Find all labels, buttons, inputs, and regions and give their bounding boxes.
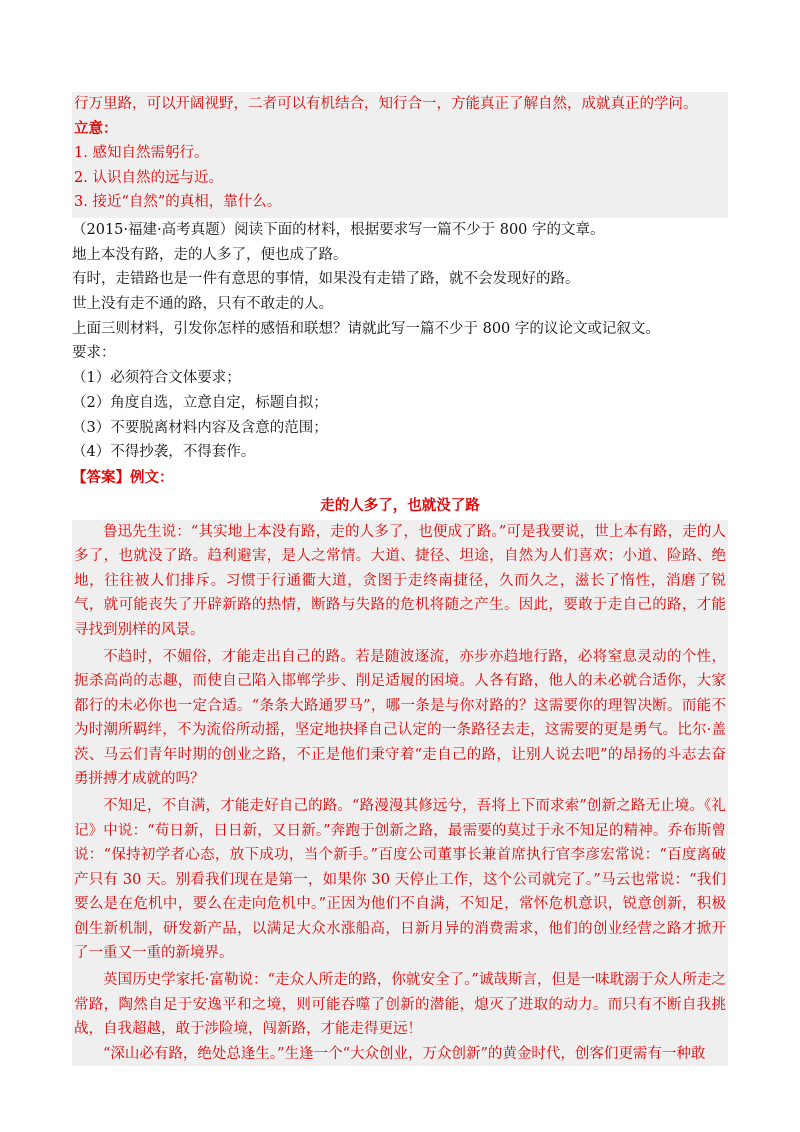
question-line: （2015·福建·高考真题）阅读下面的材料，根据要求写一篇不少于 800 字的文章。 [72, 221, 605, 238]
essay-title: 走的人多了，也就没了路 [320, 497, 480, 514]
question-line: 上面三则材料，引发你怎样的感悟和联想？请就此写一篇不少于 800 字的议论文或记叙文。 [72, 320, 660, 337]
question-block [72, 218, 728, 465]
requirement-line: （2）角度自选，立意自定，标题自拟； [72, 394, 328, 411]
requirement-line: （4）不得抄袭，不得套作。 [72, 444, 256, 461]
theme-point-2: 2. 认识自然的远与近。 [74, 169, 223, 186]
requirement-line: （1）必须符合文体要求； [72, 370, 241, 387]
essay-body [72, 520, 728, 1066]
theme-point-3: 3. 接近“自然”的真相，靠什么。 [74, 194, 282, 211]
requirement-line: （3）不要脱离材料内容及含意的范围； [72, 419, 328, 436]
theme-label: 立意： [74, 119, 118, 137]
essay-paragraph: 英国历史学家托·富勒说：“走众人所走的路，你就安全了。”诚哉斯言，但是一味耽溺于众人所走之常路，陶然自足于安逸平和之境，则可能吞噬了创新的潜能，熄灭了进取的动力。而只有不断自我挑战，自我超越，敢于涉险境，闯新路，才能走得更远！ [74, 972, 726, 1038]
theme-point-1: 1. 感知自然需躬行。 [74, 145, 209, 162]
essay-paragraph: 鲁迅先生说：“其实地上本没有路，走的人多了，也便成了路。”可是我要说，世上本有路，走的人多了，也就没了路。趋利避害，是人之常情。大道、捷径、坦途，自然为人们喜欢；小道、险路、绝地，往往被人们排斥。习惯于行通衢大道，贪图于走终南捷径，久而久之，滋长了惰性，消磨了锐气，就可能丧失了开辟新路的热情，断路与失路的危机将随之产生。因此，要敢于走自己的路，才能寻找到别样的风景。 [74, 524, 726, 638]
essay-paragraph: “深山必有路，绝处总逢生。”生逢一个“大众创业，万众创新”的黄金时代，创客们更需有一种敢 [103, 1045, 706, 1062]
answer-label: 【答案】例文： [72, 469, 174, 486]
question-line: 地上本没有路，走的人多了，便也成了路。 [72, 246, 348, 263]
question-line: 要求： [72, 345, 116, 362]
question-line: 有时，走错路也是一件有意思的事情，如果没有走错了路，就不会发现好的路。 [72, 271, 580, 288]
previous-answer-highlight [72, 92, 728, 218]
page-content [72, 92, 728, 1066]
essay-paragraph: 不趋时，不媚俗，才能走出自己的路。若是随波逐流，亦步亦趋地行路，必将窒息灵动的个性，扼杀高尚的志趣，而使自己陷入邯郸学步、削足适履的困境。人各有路，他人的未必就合适你，大家都行的未必你也一定合适。“条条大路通罗马”，哪一条是与你对路的？这需要你的理智决断。而能不为时潮所羁绊，不为流俗所动摇，坚定地抉择自己认定的一条路径去走，这需要的更是勇气。比尔·盖茨、马云们青年时期的创业之路，不正是他们秉守着“走自己的路，让别人说去吧”的昂扬的斗志去奋勇拼搏才成就的吗？ [74, 649, 726, 788]
question-line: 世上没有走不通的路，只有不敢走的人。 [72, 296, 333, 313]
essay-paragraph: 不知足，不自满，才能走好自己的路。“路漫漫其修远兮，吾将上下而求索”创新之路无止境。《礼记》中说：“苟日新，日日新，又日新。”奔跑于创新之路，最需要的莫过于永不知足的精神。乔布斯曾说：“保持初学者心态，放下成功，当个新手。”百度公司董事长兼首席执行官李彦宏常说：“百度离破产只有 30 天。别看我们现在是第一，如果你 30 天停止工作，这个公司就完了。”马云也常说：“我们要么是在危机中，要么在走向危机中。”正因为他们不自满，不知足，常怀危机意识，锐意创新，积极创生新机制，研发新产品，以满足大众水涨船高，日新月异的消费需求，他们的创业经营之路才掀开了一重又一重的新境界。 [74, 798, 726, 961]
continuation-line: 行万里路，可以开阔视野，二者可以有机结合，知行合一，方能真正了解自然，成就真正的学问。 [74, 96, 698, 112]
